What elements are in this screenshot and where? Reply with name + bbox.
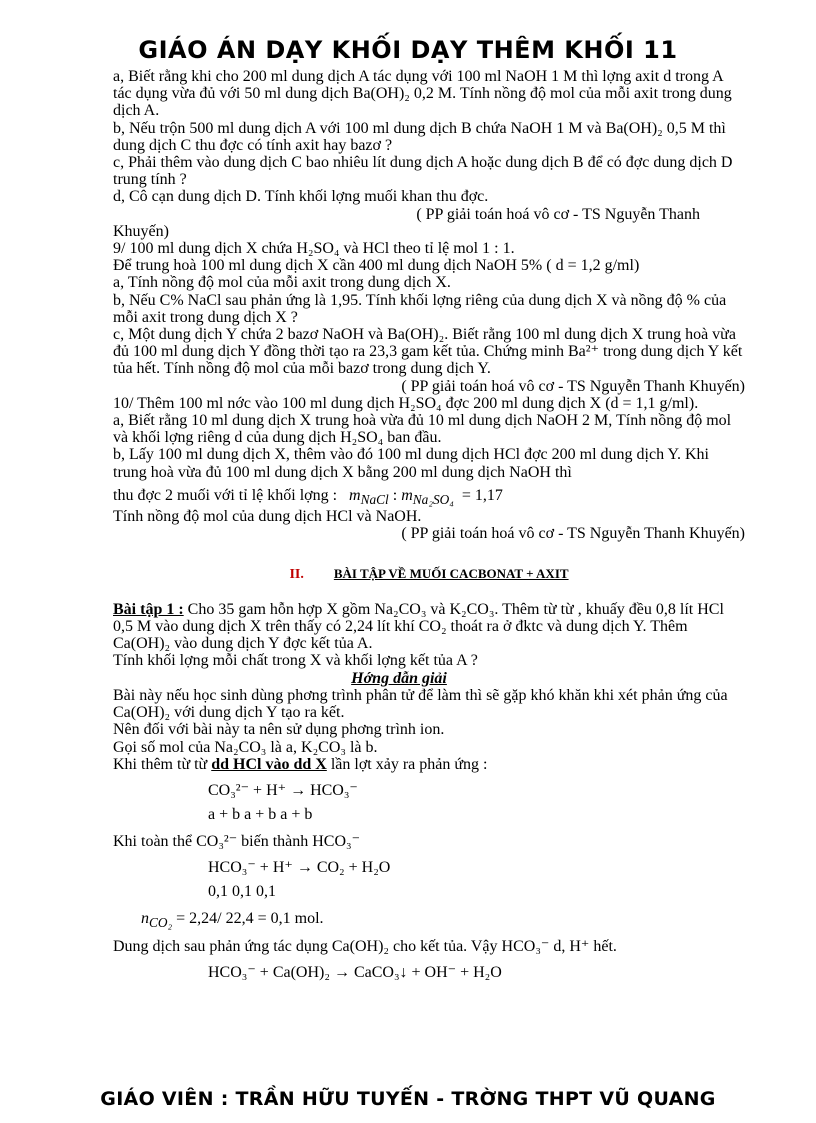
section-heading — [113, 565, 745, 583]
exercise-paragraph — [113, 601, 745, 653]
co2-sub: CO₂ — [149, 915, 173, 931]
paragraph: a, Tính nồng độ mol của mỗi axit trong dung dịch X. — [113, 274, 451, 292]
section-number: II. — [289, 566, 304, 582]
exercise-label: Bài tập 1 : — [113, 600, 184, 618]
document-body — [113, 68, 745, 985]
paragraph: 10/ Thêm 100 ml nớc vào 100 ml dung dịch H₂SO₄ đợc 200 ml dung dịch X (d = 1,1 g/ml). — [113, 394, 699, 412]
ratio-line: thu đợc 2 muối với tỉ lệ khối lợng : $m_{NaCl}$ : $m_{Na_2SO_4} = 1,17$ — [113, 486, 503, 508]
mole-calc — [113, 910, 745, 931]
attribution: ( PP giải toán hoá vô cơ - TS Nguyễn Thanh Khuyến) — [401, 525, 745, 543]
paragraph: Tính nồng độ mol của dung dịch HCl và NaOH. — [113, 508, 422, 526]
mass-symbol: m — [401, 486, 413, 504]
section-title: BÀI TẬP VỀ MUỐI CACBONAT + AXIT — [333, 565, 569, 581]
equation: HCO₃⁻ + H⁺ → CO₂ + H₂O — [208, 859, 391, 877]
equation-values: 0,1 0,1 0,1 — [208, 883, 276, 901]
paragraph: Dung dịch sau phản ứng tác dụng Ca(OH)₂ cho kết tủa. Vậy HCO₃⁻ d, H⁺ hết. — [113, 937, 617, 955]
attribution-continued: Khuyến) — [113, 222, 169, 240]
exercise-text: Cho 35 gam hỗn hợp X gồm Na₂CO₃ và K₂CO₃. Thêm từ từ , khuấy đều 0,8 lít HCl 0,5 M vào dung dịch X trên thấy có 2,24 lít khí CO₂ thoát ra ở đktc và dung dịch Y. Thêm Ca(OH)₂ vào dung dịch Y đợc kết tủa A. — [113, 600, 724, 653]
ratio-value: = 1,17 — [461, 486, 503, 504]
paragraph: Tính khối lợng mỗi chất trong X và khối lợng kết tủa A ? — [113, 652, 478, 670]
equation: CO₃²⁻ + H⁺ → HCO₃⁻ — [208, 781, 358, 799]
attribution: ( PP giải toán hoá vô cơ - TS Nguyễn Thanh — [416, 205, 700, 223]
nacl-sub: NaCl — [360, 492, 389, 508]
paragraph: Nên đối với bài này ta nên sử dụng phơng trình ion. — [113, 721, 445, 739]
paragraph: a, Biết rằng 10 ml dung dịch X trung hoà vừa đủ 10 ml dung dịch NaOH 2 M, Tính nồng độ mol và khối lợng riêng d của dung dịch H₂SO₄ ban đầu. — [113, 412, 732, 447]
paragraph: d, Cô cạn dung dịch D. Tính khối lợng muối khan thu đợc. — [113, 188, 489, 206]
paragraph: b, Nếu trộn 500 ml dung dịch A với 100 ml dung dịch B chứa NaOH 1 M và Ba(OH)₂ 0,5 M thì dung dịch C thu đợc có tính axit hay bazơ ? — [113, 119, 726, 154]
paragraph — [113, 756, 745, 773]
mole-value: = 2,24/ 22,4 = 0,1 mol. — [172, 910, 324, 928]
paragraph: Bài này nếu học sinh dùng phơng trình phân tử để làm thì sẽ gặp khó khăn khi xét phản ứng của Ca(OH)₂ với dung dịch Y tạo ra kết. — [113, 686, 728, 722]
solution-heading: Hớng dẫn giải — [351, 669, 447, 687]
paragraph: 9/ 100 ml dung dịch X chứa H₂SO₄ và HCl theo tỉ lệ mol 1 : 1. — [113, 240, 515, 258]
page-footer: GIÁO VIÊN : TRẦN HỮU TUYẾN - TRỜNG THPT VŨ QUANG — [100, 1088, 716, 1110]
paragraph: b, Lấy 100 ml dung dịch X, thêm vào đó 100 ml dung dịch HCl đợc 200 ml dung dịch Y. Khi trung hoà vừa đủ 100 ml dung dịch X bằng 200 ml dung dịch NaOH thì — [113, 446, 709, 481]
emphasis: dd HCl vào dd X — [211, 755, 327, 773]
text: lần lợt xảy ra phản ứng : — [326, 755, 488, 773]
mass-symbol: m — [349, 486, 361, 504]
mole-symbol: n — [141, 910, 149, 928]
ratio-text: thu đợc 2 muối với tỉ lệ khối lợng : — [113, 486, 338, 504]
paragraph: b, Nếu C% NaCl sau phản ứng là 1,95. Tính khối lợng riêng của dung dịch X và nồng độ % của mỗi axit trong dung dịch X ? — [113, 291, 727, 326]
paragraph: Để trung hoà 100 ml dung dịch X cần 400 ml dung dịch NaOH 5% ( d = 1,2 g/ml) — [113, 257, 640, 275]
paragraph: Gọi số mol của Na₂CO₃ là a, K₂CO₃ là b. — [113, 738, 378, 756]
text: Khi thêm từ từ — [113, 755, 212, 773]
na2so4-sub: Na₂SO₄ — [412, 492, 454, 508]
paragraph: c, Một dung dịch Y chứa 2 bazơ NaOH và Ba(OH)₂. Biết rằng 100 ml dung dịch X trung hoà vừa đủ 100 ml dung dịch Y đồng thời tạo ra 23,3 gam kết tủa. Chứng minh Ba²⁺ trong dung dịch Y kết tủa hết. Tính nồng độ mol của mỗi bazơ trong dung dịch Y. — [113, 326, 743, 378]
paragraph: c, Phải thêm vào dung dịch C bao nhiêu lít dung dịch A hoặc dung dịch B để có đợc dung dịch D trung tính ? — [113, 154, 733, 189]
page-header: GIÁO ÁN DẠY KHỐI DẠY THÊM KHỐI 11 — [138, 36, 678, 64]
equation: HCO₃⁻ + Ca(OH)₂ → CaCO₃↓ + OH⁻ + H₂O — [208, 963, 502, 981]
paragraph: a, Biết rằng khi cho 200 ml dung dịch A tác dụng với 100 ml NaOH 1 M thì lợng axit d trong A tác dụng vừa đủ với 50 ml dung dịch Ba(OH)₂ 0,2 M. Tính nồng độ mol của mỗi axit trong dung dịch A. — [113, 68, 732, 120]
paragraph: Khi toàn thể CO₃²⁻ biến thành HCO₃⁻ — [113, 832, 361, 850]
attribution: ( PP giải toán hoá vô cơ - TS Nguyễn Thanh Khuyến) — [401, 377, 745, 395]
equation-values: a + b a + b a + b — [208, 805, 313, 823]
